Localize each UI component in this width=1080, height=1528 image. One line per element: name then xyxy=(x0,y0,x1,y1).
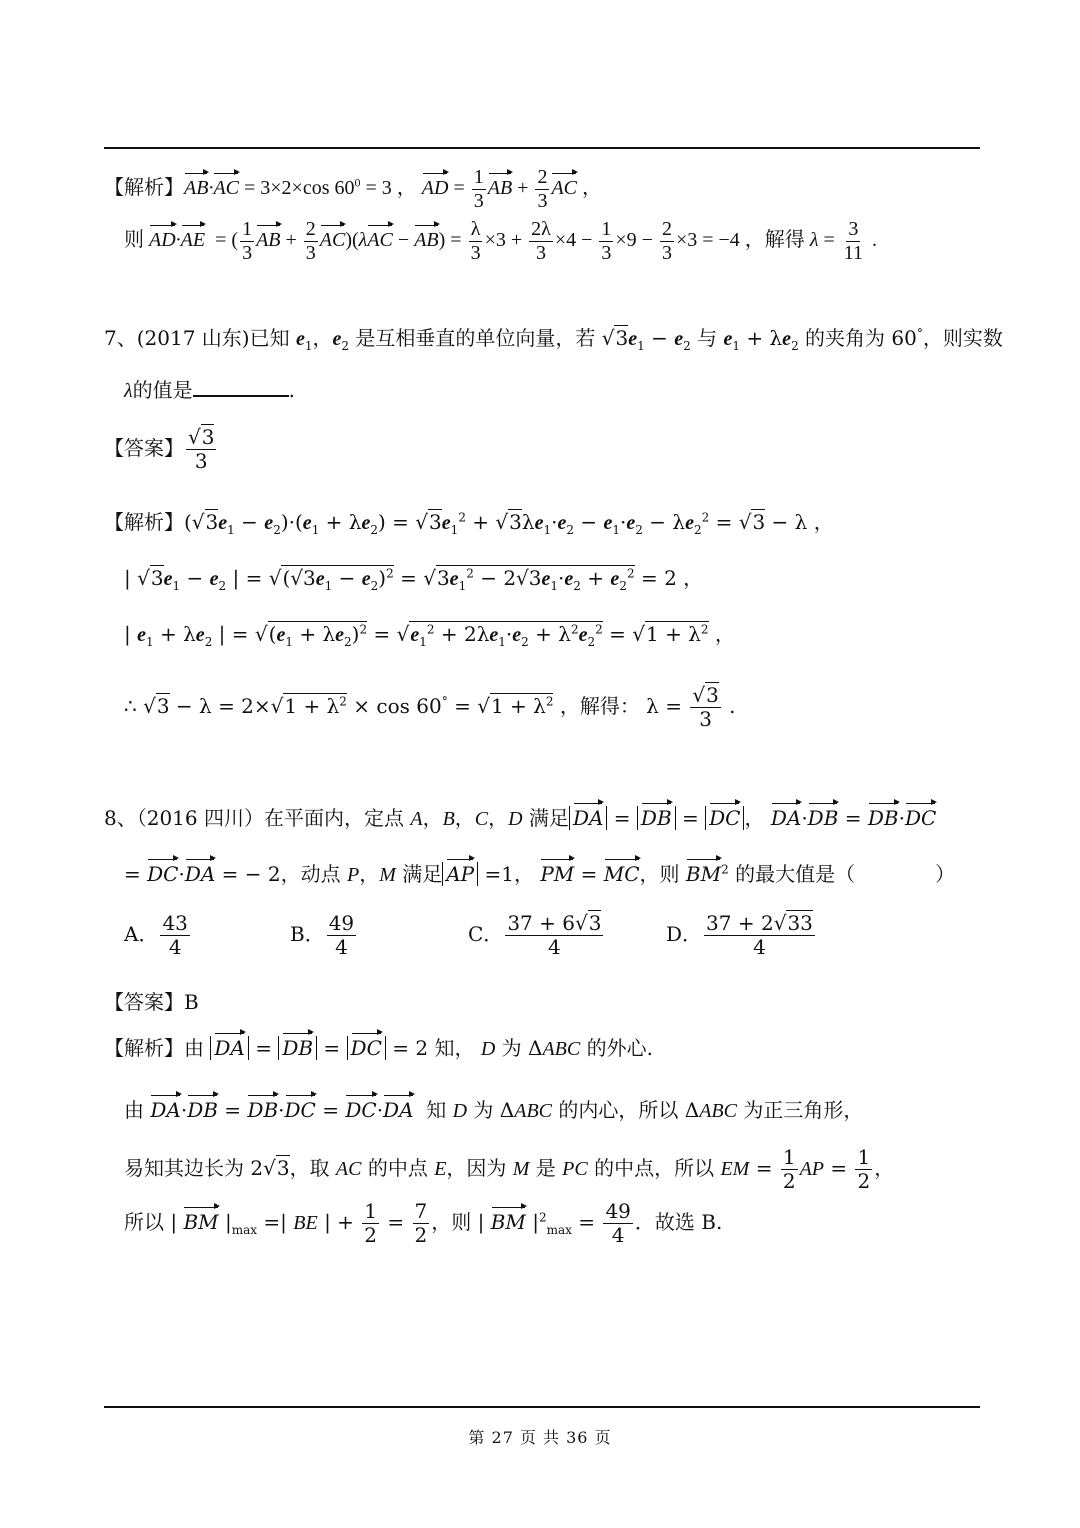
q7-answer-blank[interactable] xyxy=(193,395,289,397)
q8-solution-line2: 由 DA·DB = DB·DC = DC·DA 知 D 为 ΔABC 的内心，所以 ΔABC 为正三角形， xyxy=(124,1098,864,1122)
q7-solution-line4: ∴ $√3 - \lambda = 2\times√1 + \lambda^2 \times \cos 60^\circ = √1 + \lambda^2$ ，解得： λ = $\frac{√3}{3}$ . xyxy=(124,683,736,731)
q8-answer-value: B xyxy=(184,990,199,1014)
q8-stem2: = DC·DA = − 2，动点 P，M 满足 AP =1， PM = MC，则 $BM^2$ 的最大值是（ ） xyxy=(124,862,956,886)
q7-answer: 【答案】 $\frac{√3}{3}$ xyxy=(104,425,215,473)
s6-solution-line1: 【解析】AB·AC = 3×2×cos $60^0 = 3$ ， AD = $\frac{1}{3}$ AB + $\frac{2}{3}$ AC ， xyxy=(104,166,603,212)
q7-stem2: λ的值是 . xyxy=(124,378,296,402)
q8-option-a[interactable]: A． $\frac{43}{4}$ xyxy=(124,911,188,959)
q7-solution-line2: | $√3e_1 - e_2$ | = $√(√3e_1 - e_2)^2 = √3e_1^2 - 2√3e_1\cdot e_2 + e_2^2 = 2$ ， xyxy=(124,566,704,593)
q7-stem: 7、(2017 山东)已知 $e_1$，$e_2$ 是互相垂直的单位向量，若 $√3e_1 - e_2$ 与 $e_1 + \lambda e_2$ 的夹角为 60°，则实数 xyxy=(104,326,1003,353)
s6-solution-line2: 则 AD·AE = ( $\frac{1}{3}$ AB + $\frac{2}{3}$ AC)(λAC − AB) = $\frac{\lambda}{3}$ ×3 + $\frac{2\lambda}{3}$ ×4 − $\frac{1}{3}$ ×9 − $\frac{2}{3}$ ×3 = −4 ，解得 λ = $\frac{3}{11}$ . xyxy=(124,218,878,264)
q8-solution-line4: 所以 | BM $|_{max}$ =| BE | + $\frac{1}{2}$ = $\frac{7}{2}$ ，则 | BM $|^2_{max}$ = $\frac{49}{4}$ ．故选 B. xyxy=(124,1199,723,1247)
q7-sol-label: 【解析】 xyxy=(104,510,184,534)
q7-answer-label: 【答案】 xyxy=(104,436,184,460)
q8-option-b[interactable]: B． $\frac{49}{4}$ xyxy=(290,911,355,959)
q8-sol-label: 【解析】 xyxy=(104,1036,184,1060)
bottom-rule xyxy=(104,1406,980,1408)
q8-solution-line3: 易知其边长为 2√3，取 AC 的中点 E，因为 M 是 PC 的中点，所以 EM = $\frac{1}{2}$ AP = $\frac{1}{2}$ ， xyxy=(124,1145,895,1193)
q7-solution-line1: 【解析】$(√3e_1 - e_2)\cdot(e_1 + \lambda e_2) = √3e_1^2 + √3\lambda e_1\cdot e_2 - e_1\cdot e_2 - \lambda e_2^2 = √3 - \lambda$ ， xyxy=(104,510,834,537)
q8-answer xyxy=(104,990,199,1014)
q8-option-c[interactable]: C． $\frac{37 + 6√3}{4}$ xyxy=(468,911,602,959)
q8-stem: 8、（2016 四川）在平面内，定点 A，B，C，D 满足 DA = DB = DC ， DA·DB = DB·DC xyxy=(104,806,937,830)
q7-solution-line3: | $e_1 + \lambda e_2$ | = $√(e_1 + \lambda e_2)^2 = √e_1^2 + 2\lambda e_1\cdot e_2 + \lambda^2e_2^2 = √1 + \lambda^2$ ， xyxy=(124,622,735,649)
s6-label: 【解析】 xyxy=(104,175,184,200)
q8-option-d[interactable]: D． $\frac{37 + 2√33}{4}$ xyxy=(666,911,813,959)
top-rule xyxy=(104,147,980,149)
q8-solution-line1: 【解析】由 DA = DB = DC = 2 知， D 为 ΔABC 的外心. xyxy=(104,1036,653,1060)
page-footer: 第 27 页 共 36 页 xyxy=(468,1428,612,1447)
q8-answer-label: 【答案】 xyxy=(104,990,184,1014)
